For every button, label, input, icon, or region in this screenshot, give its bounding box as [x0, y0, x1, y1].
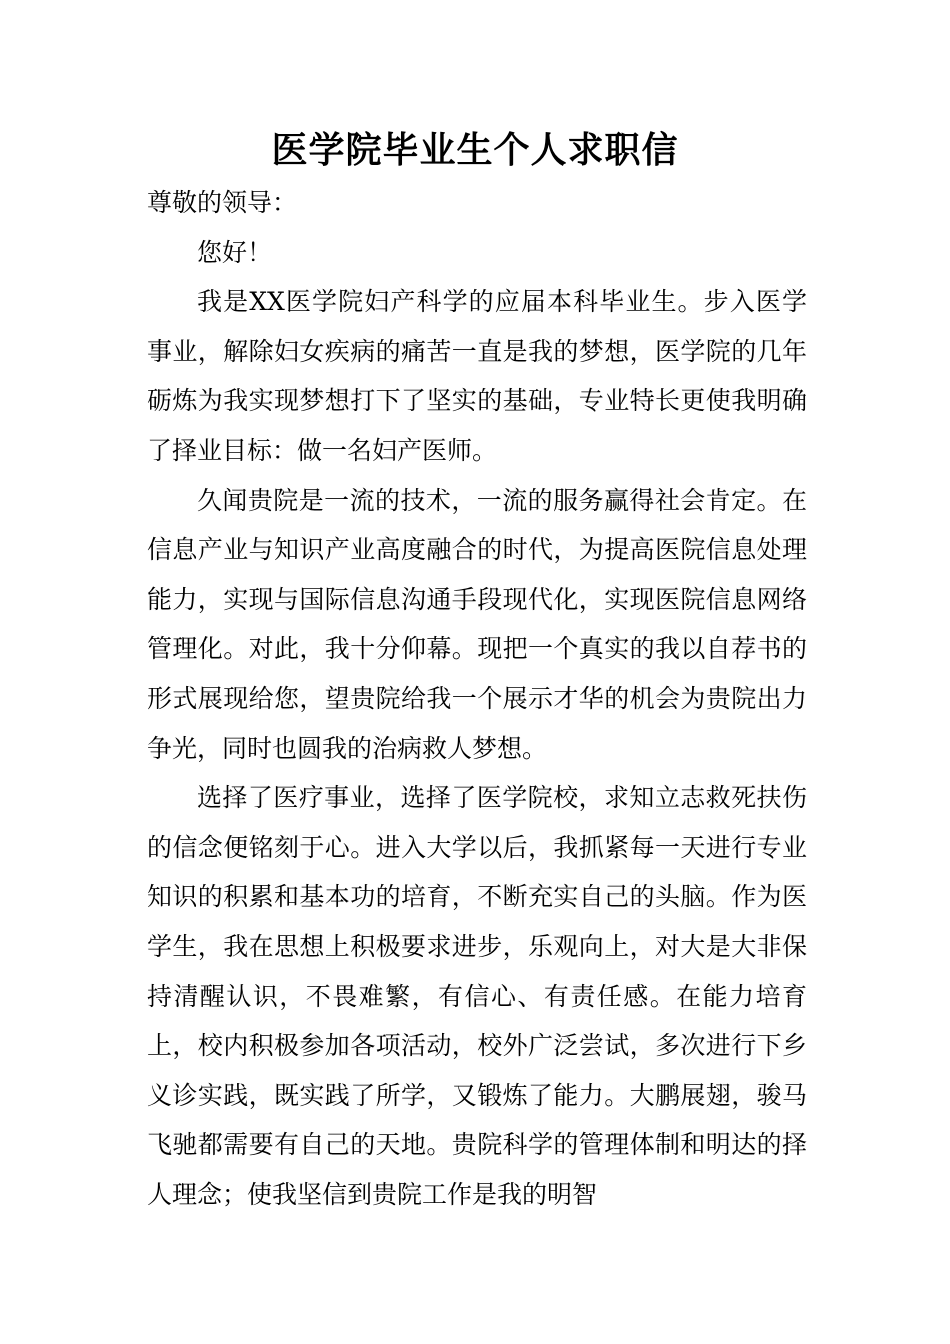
salutation: 尊敬的领导： — [147, 188, 298, 217]
document-title: 医学院毕业生个人求职信 — [271, 130, 679, 171]
letter-body — [147, 178, 807, 1219]
greeting: 您好！ — [197, 237, 273, 267]
paragraph-experience: 选择了医疗事业，选择了医学院校，求知立志救死扶伤的信念便铭刻于心。进入大学以后，我抓紧每一天进行专业知识的积累和基本功的培育，不断充实自己的头脑。作为医学生，我在思想上积极要求进步，乐观向上，对大是大非保持清醒认识，不畏难繁，有信心、有责任感。在能力培育上，校内积极参加各项活动，校外广泛尝试，多次进行下乡义诊实践，既实践了所学，又锻炼了能力。大鹏展翅，骏马飞驰都需要有自己的天地。贵院科学的管理体制和明达的择人理念；使我坚信到贵院工作是我的明智 — [147, 783, 807, 1209]
paragraph-hospital-praise: 久闻贵院是一流的技术，一流的服务赢得社会肯定。在信息产业与知识产业高度融合的时代，为提高医院信息处理能力，实现与国际信息沟通手段现代化，实现医院信息网络管理化。对此，我十分仰幕。现把一个真实的我以自荐书的形式展现给您，望贵院给我一个展示才华的机会为贵院出力争光，同时也圆我的治病救人梦想。 — [147, 485, 807, 763]
paragraph-introduction: 我是XX医学院妇产科学的应届本科毕业生。步入医学事业，解除妇女疾病的痛苦一直是我的梦想，医学院的几年砺炼为我实现梦想打下了坚实的基础，专业特长更使我明确了择业目标：做一名妇产医师。 — [147, 287, 807, 465]
